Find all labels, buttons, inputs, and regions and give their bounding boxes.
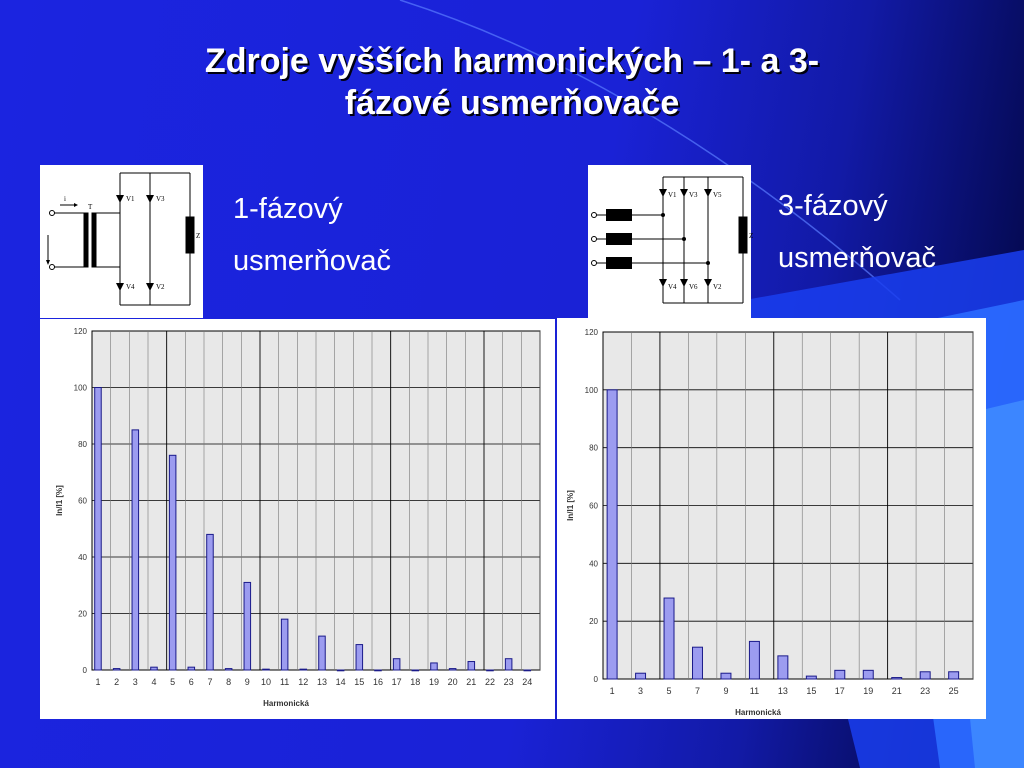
x-tick-label: 11 [749,686,760,696]
bar-11 [281,619,288,670]
x-tick-label: 19 [428,677,439,687]
y-axis-label: In/I1 [%] [566,490,575,521]
single-phase-label-line-1: 1-fázový [233,193,343,225]
x-tick-label: 11 [279,677,290,687]
bar-5 [664,598,674,679]
title-line-1: Zdroje vyšších harmonických – 1- a 3- [204,42,820,80]
label-v3: V3 [156,195,165,203]
y-tick-label: 40 [589,559,598,569]
y-tick-label: 100 [584,385,598,395]
x-tick-label: 7 [207,677,213,687]
bar-24 [524,670,531,671]
label-v1: V1 [126,195,135,203]
bar-21 [892,678,902,679]
bar-2 [113,669,120,670]
y-tick-label: 40 [78,553,87,562]
y-tick-label: 60 [589,501,598,511]
y-tick-label: 20 [78,609,87,619]
bar-13 [319,636,326,670]
bar-5 [169,455,176,670]
x-tick-label: 8 [226,677,232,687]
x-tick-label: 23 [503,677,514,687]
y-tick-label: 0 [593,675,598,684]
x-tick-label: 1 [95,677,101,687]
x-tick-label: 17 [834,686,845,696]
bar-9 [721,673,731,679]
three-phase-circuit-diagram [588,165,754,318]
bar-16 [375,670,382,671]
x-tick-label: 25 [948,686,959,696]
x-tick-label: 6 [188,677,194,687]
bar-4 [151,667,158,670]
three-phase-harmonics-chart [557,318,986,719]
bar-17 [393,659,400,670]
bar-15 [356,645,363,670]
bar-12 [300,669,307,670]
y-tick-label: 80 [589,443,598,453]
label-transformer: T [88,203,93,211]
bar-21 [468,662,475,670]
bar-7 [693,647,703,679]
x-tick-label: 9 [244,677,250,687]
bar-1 [607,390,617,679]
bar-22 [487,670,494,671]
x-tick-label: 15 [806,686,817,696]
y-axis-label: In/I1 [%] [55,485,64,516]
label-v2: V2 [713,283,722,291]
x-tick-label: 7 [694,686,701,696]
x-tick-label: 24 [522,677,533,687]
label-z: Z [196,232,201,240]
x-tick-label: 4 [151,677,157,687]
x-tick-label: 18 [410,677,421,687]
label-v6: V6 [689,283,698,291]
y-tick-label: 0 [82,666,87,675]
label-v4: V4 [126,283,135,291]
bar-9 [244,582,251,670]
x-tick-label: 3 [132,677,138,687]
label-v1: V1 [668,191,677,199]
y-tick-label: 80 [78,440,87,449]
y-tick-label: 20 [589,617,598,627]
label-v3: V3 [689,191,698,199]
x-axis-label: Harmonická [263,699,309,708]
bar-23 [920,672,930,679]
bar-18 [412,670,419,671]
three-phase-label-line-2: usmerňovač [778,242,936,274]
label-i: i [64,195,66,203]
three-phase-label [778,180,936,284]
x-tick-label: 20 [447,677,458,687]
single-phase-harmonics-chart [40,319,555,719]
bar-10 [263,669,270,670]
x-tick-label: 14 [335,677,346,687]
x-axis-label: Harmonická [735,708,781,717]
x-tick-label: 22 [484,677,495,687]
bar-7 [207,534,214,670]
single-phase-label-line-2: usmerňovač [233,245,391,277]
bar-19 [431,663,438,670]
bar-14 [337,670,344,671]
x-tick-label: 15 [354,677,365,687]
single-phase-label [233,183,391,287]
bar-3 [132,430,139,670]
x-tick-label: 23 [920,686,931,696]
x-tick-label: 2 [114,677,120,687]
bar-1 [95,388,102,671]
y-tick-label: 120 [584,328,598,337]
bar-23 [505,659,512,670]
label-v5: V5 [713,191,722,199]
x-tick-label: 5 [666,686,672,696]
x-tick-label: 17 [391,677,402,687]
bar-6 [188,667,195,670]
y-tick-label: 100 [73,383,87,393]
x-tick-label: 9 [723,686,729,696]
x-tick-label: 12 [298,677,309,687]
x-tick-label: 19 [863,686,874,696]
single-phase-circuit-diagram [40,165,203,318]
slide-title [60,40,964,124]
title-line-2: fázové usmerňovače [344,84,680,122]
x-tick-label: 5 [170,677,176,687]
bar-20 [449,669,456,670]
x-tick-label: 21 [891,686,902,696]
bar-25 [949,672,959,679]
chart-svg-2 [557,318,986,719]
bar-17 [835,670,845,679]
x-tick-label: 10 [260,677,271,687]
x-tick-label: 13 [777,686,788,696]
bar-8 [225,669,232,670]
x-tick-label: 1 [609,686,615,696]
x-tick-label: 3 [638,686,644,696]
bar-13 [778,656,788,679]
label-z: Z [749,232,754,240]
bar-3 [636,673,646,679]
x-tick-label: 16 [372,677,383,687]
x-tick-label: 21 [466,677,477,687]
bar-11 [749,641,759,679]
chart-svg-1 [40,319,555,719]
label-v2: V2 [156,283,165,291]
bar-19 [863,670,873,679]
bar-15 [806,676,816,679]
y-tick-label: 60 [78,496,87,506]
three-phase-label-line-1: 3-fázový [778,190,888,222]
y-tick-label: 120 [73,327,87,336]
label-v4: V4 [668,283,677,291]
x-tick-label: 13 [316,677,327,687]
